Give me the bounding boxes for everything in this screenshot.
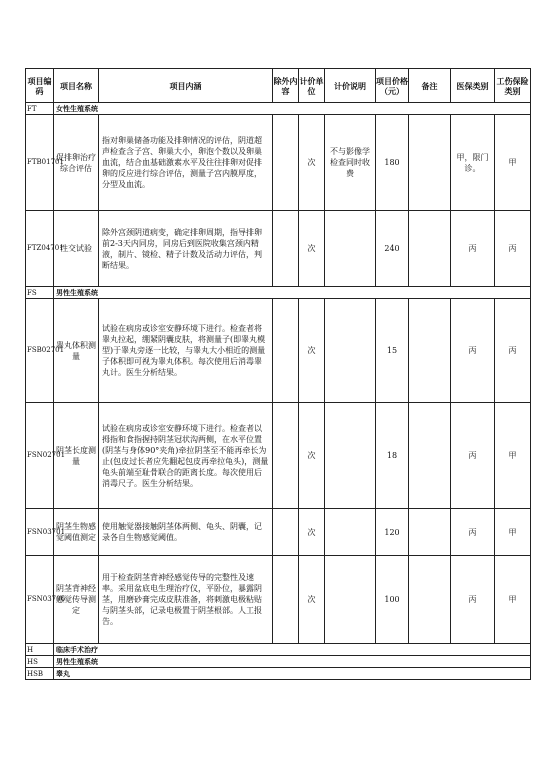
row-medical-insurance: 丙 [451,556,495,644]
row-injury-insurance: 甲 [495,509,531,556]
row-excluded [273,299,299,403]
section-code: FS [26,287,54,299]
header-unit: 计价单位 [299,69,325,103]
row-excluded [273,556,299,644]
header-row [26,69,531,103]
row-price: 120 [376,509,409,556]
header-pricing-note: 计价说明 [325,69,376,103]
section-row-ft [26,103,531,115]
row-unit: 次 [299,403,325,509]
row-name: 促排卵治疗综合评估 [54,115,99,211]
section-row-h [26,644,531,656]
section-name: 临床手术治疗 [54,644,531,656]
row-content: 指对卵巢储备功能及排卵情况的评估，阴道超声检查含子宫、卵巢大小，卵泡个数以及卵巢血流，结合血基础激素水平及往往排卵对促排卵的反应进行综合评估，测量子宫内膜厚度，分型及血流。 [99,115,273,211]
section-name: 男性生殖系统 [54,287,531,299]
table-row [26,211,531,287]
row-excluded [273,403,299,509]
row-code: FSN03706 [26,556,54,644]
row-content: 试验在病房或诊室安静环境下进行。检查者将睾丸拉起，绷紧阴囊皮肤，将测量子(即睾丸模型)于睾丸旁逐一比较，与睾丸大小相近的测量子体积即可视为睾丸体积。每次使用后消毒睾丸计。医生分析结果。 [99,299,273,403]
table-row [26,509,531,556]
row-excluded [273,115,299,211]
header-medical-insurance: 医保类别 [451,69,495,103]
table-row [26,115,531,211]
row-price: 100 [376,556,409,644]
section-code: HSB [26,668,54,680]
row-injury-insurance: 丙 [495,211,531,287]
row-excluded [273,211,299,287]
row-remark [409,509,451,556]
row-code: FSN02701 [26,403,54,509]
row-injury-insurance: 丙 [495,299,531,403]
row-pricing-note [325,403,376,509]
row-content: 除外宫颈阴道病变，确定排卵周期，指导排卵前2-3天内同房，同房后到医院收集宫颈内精液，制片、镜检、精子计数及活动力评估，判断结果。 [99,211,273,287]
header-excluded: 除外内容 [273,69,299,103]
row-price: 18 [376,403,409,509]
section-row-hs [26,656,531,668]
row-remark [409,115,451,211]
row-code: FSN03701 [26,509,54,556]
row-pricing-note: 不与影像学检查同时收费 [325,115,376,211]
row-pricing-note [325,211,376,287]
section-code: H [26,644,54,656]
row-price: 180 [376,115,409,211]
row-excluded [273,509,299,556]
section-name: 男性生殖系统 [54,656,531,668]
row-unit: 次 [299,509,325,556]
row-content: 用于检查阴茎背神经感觉传导的完整性及速率。采用盆底电生理治疗仪，平卧位，暴露阴茎，用磨砂膏完成皮肤准备，将刺激电极粘贴与阴茎头部，记录电极置于阴茎根部。人工报告。 [99,556,273,644]
row-name: 性交试验 [54,211,99,287]
row-injury-insurance: 甲 [495,115,531,211]
table-row [26,556,531,644]
section-code: FT [26,103,54,115]
row-medical-insurance: 丙 [451,509,495,556]
header-code: 项目编码 [26,69,54,103]
row-medical-insurance: 丙 [451,299,495,403]
header-remark: 备注 [409,69,451,103]
row-medical-insurance: 丙 [451,403,495,509]
table-row [26,403,531,509]
header-price: 项目价格（元） [376,69,409,103]
row-content: 试验在病房或诊室安静环境下进行。检查者以拇指和食指握持阴茎冠状沟两侧，在水平位置(阴茎与身体90°夹角)牵拉阴茎至不能再牵长为止(包皮过长者应先翻起包皮再牵拉龟头)，测量龟头前端至耻骨联合的距离长度。每次使用后消毒尺子。医生分析结果。 [99,403,273,509]
row-unit: 次 [299,115,325,211]
row-name: 阴茎背神经感觉传导测定 [54,556,99,644]
row-code: FSB02701 [26,299,54,403]
row-name: 阴茎生物感觉阈值测定 [54,509,99,556]
row-name: 睾丸体积测量 [54,299,99,403]
row-injury-insurance: 甲 [495,403,531,509]
row-name: 阴茎长度测量 [54,403,99,509]
section-row-fs [26,287,531,299]
row-code: FTZ04701 [26,211,54,287]
section-code: HS [26,656,54,668]
row-remark [409,403,451,509]
row-remark [409,299,451,403]
table-row [26,299,531,403]
row-pricing-note [325,299,376,403]
row-medical-insurance: 丙 [451,211,495,287]
price-table [25,68,531,680]
header-name: 项目名称 [54,69,99,103]
row-medical-insurance: 甲，限门诊。 [451,115,495,211]
header-injury-insurance: 工伤保险类别 [495,69,531,103]
row-code: FTB01701 [26,115,54,211]
row-unit: 次 [299,211,325,287]
section-row-hsb [26,668,531,680]
row-unit: 次 [299,299,325,403]
row-remark [409,556,451,644]
row-price: 240 [376,211,409,287]
row-content: 使用触觉器接触阴茎体两侧、龟头、阴囊，记录各自生物感觉阈值。 [99,509,273,556]
row-unit: 次 [299,556,325,644]
row-injury-insurance: 甲 [495,556,531,644]
row-pricing-note [325,556,376,644]
row-pricing-note [325,509,376,556]
section-name: 女性生殖系统 [54,103,531,115]
section-name: 睾丸 [54,668,531,680]
row-price: 15 [376,299,409,403]
header-content: 项目内涵 [99,69,273,103]
row-remark [409,211,451,287]
